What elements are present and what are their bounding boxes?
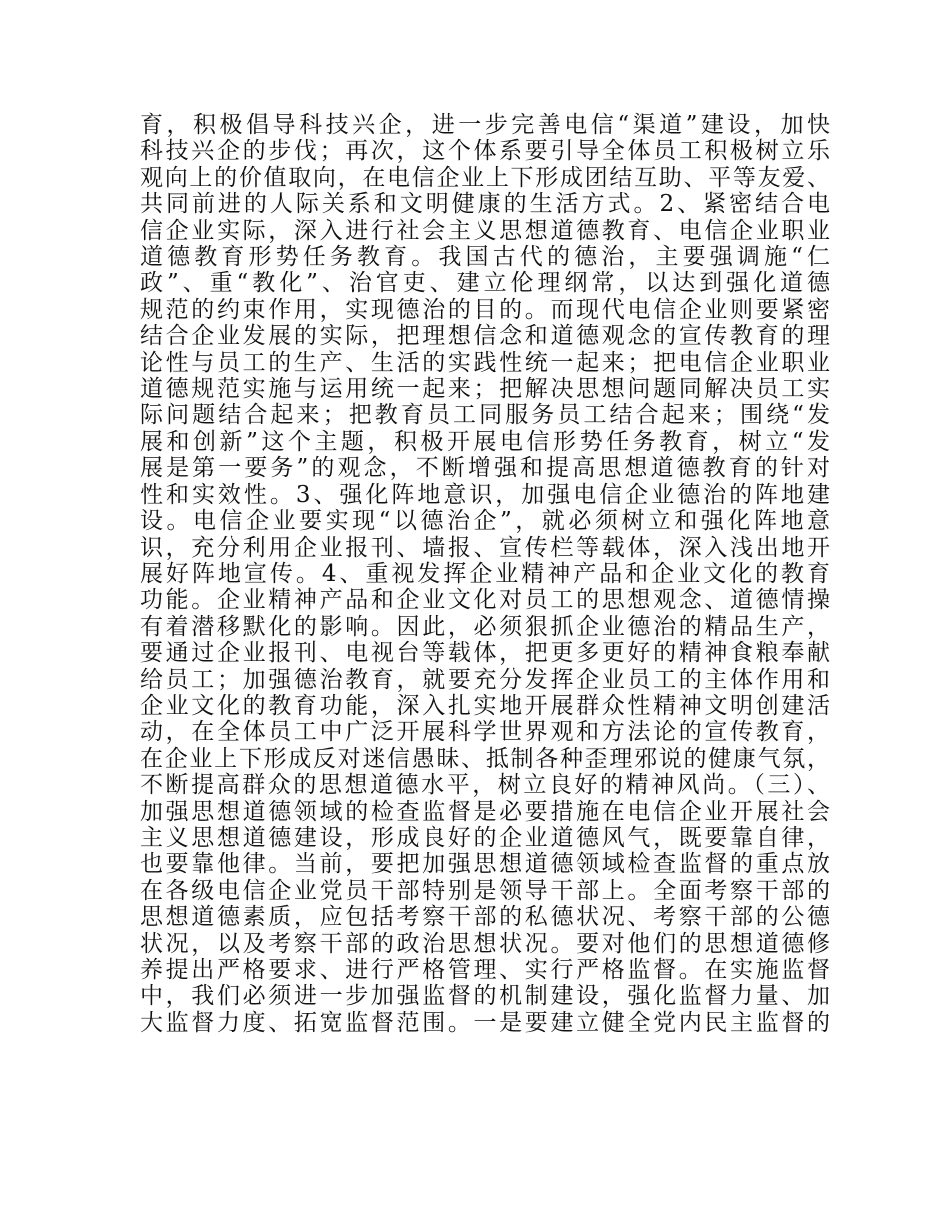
text-line: 不断提高群众的思想道德水平，树立良好的精神风尚。（三）、 — [140, 772, 830, 799]
text-line: 状况，以及考察干部的政治思想状况。要对他们的思想道德修 — [140, 930, 830, 957]
text-line: 道德规范实施与运用统一起来；把解决思想问题同解决员工实 — [140, 376, 830, 403]
text-line: 给员工；加强德治教育，就要充分发挥企业员工的主体作用和 — [140, 666, 830, 693]
text-line: 识，充分利用企业报刊、墙报、宣传栏等载体，深入浅出地开 — [140, 534, 830, 561]
text-line: 养提出严格要求、进行严格管理、实行严格监督。在实施监督 — [140, 957, 830, 983]
text-line: 科技兴企的步伐；再次，这个体系要引导全体员工积极树立乐 — [140, 138, 830, 165]
text-line: 结合企业发展的实际，把理想信念和道德观念的宣传教育的理 — [140, 323, 830, 350]
text-line: 在企业上下形成反对迷信愚昧、抵制各种歪理邪说的健康气氛， — [140, 745, 830, 772]
text-line: 政”、重“教化”、治官吏、建立伦理纲常，以达到强化道德 — [140, 270, 830, 297]
text-line: 展是第一要务”的观念，不断增强和提高思想道德教育的针对 — [140, 455, 830, 482]
text-line: 在各级电信企业党员干部特别是领导干部上。全面考察干部的 — [140, 877, 830, 904]
text-line: 规范的约束作用，实现德治的目的。而现代电信企业则要紧密 — [140, 296, 830, 323]
text-line: 际问题结合起来；把教育员工同服务员工结合起来；围绕“发 — [140, 402, 830, 429]
text-line: 企业文化的教育功能，深入扎实地开展群众性精神文明创建活 — [140, 692, 830, 719]
text-line: 论性与员工的生产、生活的实践性统一起来；把电信企业职业 — [140, 349, 830, 376]
text-line: 中，我们必须进一步加强监督的机制建设，强化监督力量、加 — [140, 983, 830, 1010]
text-line: 要通过企业报刊、电视台等载体，把更多更好的精神食粮奉献 — [140, 640, 830, 667]
text-line: 育，积极倡导科技兴企，进一步完善电信“渠道”建设，加快 — [140, 112, 830, 138]
text-line: 信企业实际，深入进行社会主义思想道德教育、电信企业职业 — [140, 217, 830, 244]
text-line: 性和实效性。3、强化阵地意识，加强电信企业德治的阵地建 — [140, 481, 830, 508]
text-line: 也要靠他律。当前，要把加强思想道德领域检查监督的重点放 — [140, 851, 830, 878]
text-line: 加强思想道德领域的检查监督是必要措施在电信企业开展社会 — [140, 798, 830, 825]
text-line: 观向上的价值取向，在电信企业上下形成团结互助、平等友爱、 — [140, 164, 830, 191]
text-line: 主义思想道德建设，形成良好的企业道德风气，既要靠自律， — [140, 824, 830, 851]
text-line: 思想道德素质，应包括考察干部的私德状况、考察干部的公德 — [140, 904, 830, 931]
text-line: 功能。企业精神产品和企业文化对员工的思想观念、道德情操 — [140, 587, 830, 614]
text-line: 有着潜移默化的影响。因此，必须狠抓企业德治的精品生产， — [140, 613, 830, 640]
text-line: 道德教育形势任务教育。我国古代的德治，主要强调施“仁 — [140, 244, 830, 271]
text-line: 大监督力度、拓宽监督范围。一是要建立健全党内民主监督的 — [140, 1009, 830, 1036]
text-line: 展和创新”这个主题，积极开展电信形势任务教育，树立“发 — [140, 428, 830, 455]
text-line: 展好阵地宣传。4、重视发挥企业精神产品和企业文化的教育 — [140, 560, 830, 587]
body-text — [140, 112, 830, 1036]
text-line: 设。电信企业要实现“以德治企”，就必须树立和强化阵地意 — [140, 508, 830, 535]
text-line: 动，在全体员工中广泛开展科学世界观和方法论的宣传教育， — [140, 719, 830, 746]
text-line: 共同前进的人际关系和文明健康的生活方式。2、紧密结合电 — [140, 191, 830, 218]
